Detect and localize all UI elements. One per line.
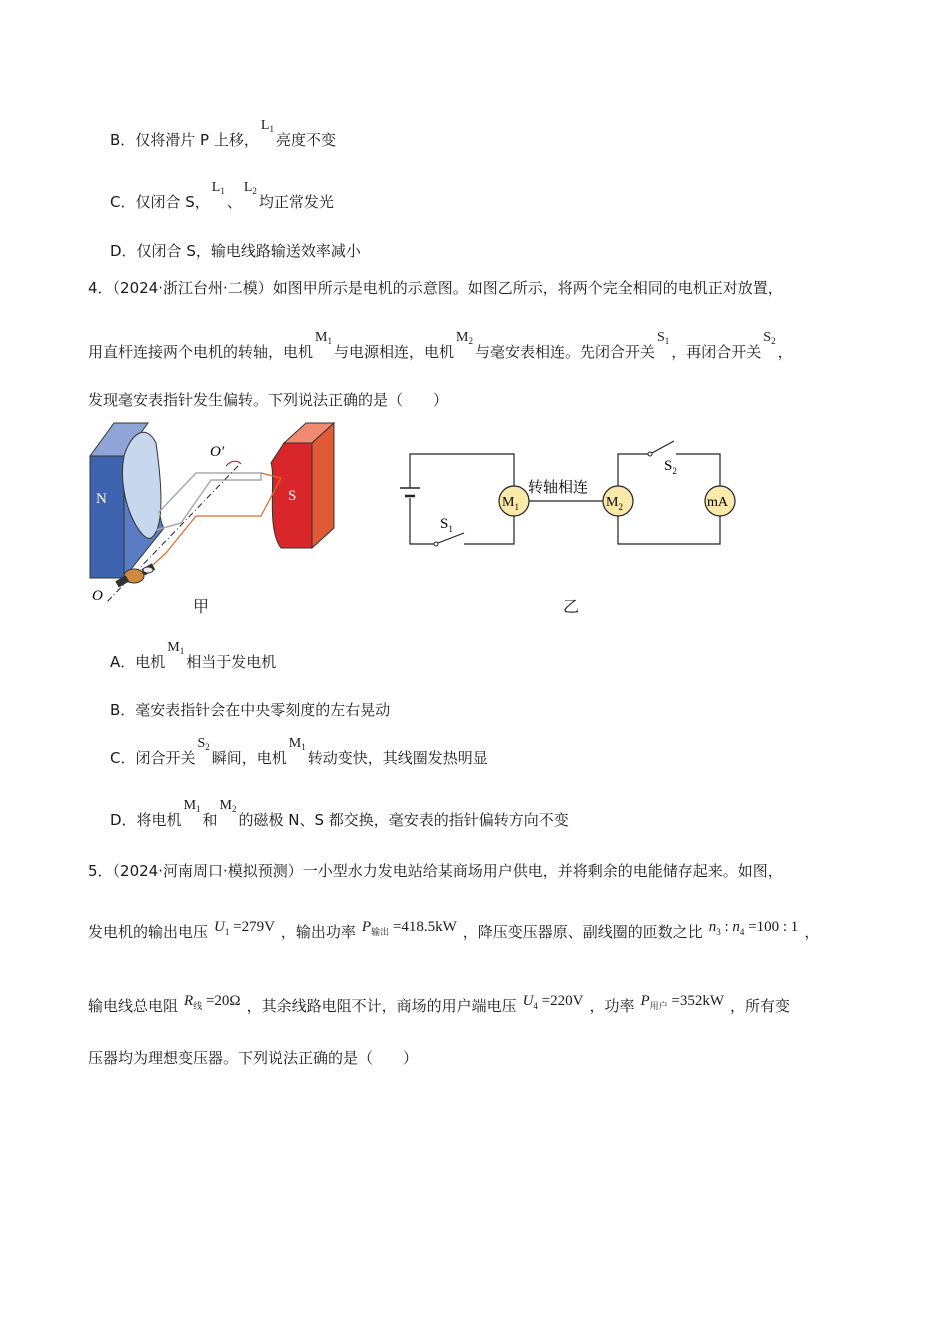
equation-p-user: $P_{用户} =352kW$ — [640, 993, 725, 1011]
milliammeter-label: mA — [707, 495, 728, 510]
question-5-line4: 压器均为理想变压器。下列说法正确的是（ ） — [88, 1049, 419, 1067]
symbol-m2: $M_2$ — [219, 798, 237, 814]
option-3b: B．仅将滑片 P 上移，$L_1$亮度不变 — [110, 118, 336, 149]
option-3d: D．仅闭合 S，输电线路输送效率减小 — [110, 242, 361, 260]
magnet-s-label: S — [288, 488, 297, 504]
figure-jia-motor — [86, 418, 346, 618]
switch-s1-label: $S_1$ — [440, 516, 453, 534]
symbol-m2: $M_2$ — [455, 330, 473, 346]
figure-jia-caption: 甲 — [193, 597, 210, 616]
motor-m2-label: $M_2$ — [606, 495, 623, 512]
option-4d: D．将电机$M_1$和$M_2$的磁极 N、S 都交换，毫安表的指针偏转方向不变 — [110, 798, 569, 829]
symbol-s1: $S_1$ — [656, 330, 670, 346]
option-4b: B．毫安表指针会在中央零刻度的左右晃动 — [110, 701, 391, 719]
symbol-s2: $S_2$ — [197, 736, 210, 752]
symbol-m1: $M_1$ — [288, 736, 306, 752]
question-4-line3: 发现毫安表指针发生偏转。下列说法正确的是（ ） — [88, 391, 449, 409]
axis-o-label: O — [92, 588, 103, 604]
axis-o-prime-label: O′ — [210, 444, 225, 460]
figure-yi-caption: 乙 — [563, 597, 580, 616]
switch-s2-label: $S_2$ — [664, 458, 677, 476]
magnet-n-label: N — [96, 491, 107, 507]
symbol-m1: $M_1$ — [315, 330, 332, 346]
figure-yi-circuit — [398, 436, 748, 551]
symbol-l2: $L_2$ — [243, 180, 257, 196]
option-4a: A．电机$M_1$相当于发电机 — [110, 640, 277, 671]
question-4-line2: 用直杆连接两个电机的转轴，电机$M_1$与电源相连，电机$M_2$与毫安表相连。先闭合开关$S_1$，再闭合开关$S_2$， — [88, 330, 793, 361]
option-3c: C．仅闭合 S，$L_1$、$L_2$均正常发光 — [110, 180, 334, 211]
shaft-label: 转轴相连 — [528, 478, 589, 496]
question-5-line2: 发电机的输出电压 $U_1 =279V$ ，输出功率 $P_{输出} =418.5kW$ ，降压变压器原、副线圈的匝数之比 $n_3$ : $n_4 =100$ : 1 ， — [88, 919, 820, 941]
equation-p-output: $P_{输出} =418.5kW$ — [361, 919, 457, 937]
symbol-m1: $M_1$ — [183, 798, 201, 814]
option-4c: C．闭合开关$S_2$瞬间，电机$M_1$转动变快，其线圈发热明显 — [110, 736, 488, 767]
motor-m1-label: $M_1$ — [502, 495, 519, 512]
equation-turns-ratio: $n_3$ : $n_4 =100$ : 1 — [708, 919, 799, 937]
question-5-line1: 5．（2024·河南周口·模拟预测）一小型水力发电站给某商场用户供电，并将剩余的电能储存起来。如图， — [88, 862, 783, 880]
question-4-line1: 4．（2024·浙江台州·二模）如图甲所示是电机的示意图。如图乙所示，将两个完全相同的电机正对放置， — [88, 279, 783, 297]
symbol-s2: $S_2$ — [763, 330, 776, 346]
equation-r-line: $R_线 =20\Omega$ — [184, 993, 241, 1011]
symbol-l1: $L_1$ — [260, 118, 274, 134]
symbol-l1: $L_1$ — [211, 180, 225, 196]
equation-u1: $U_1 =279V$ — [214, 919, 275, 937]
equation-u4: $U_4 =220V$ — [522, 993, 584, 1011]
symbol-m1: $M_1$ — [167, 640, 185, 656]
question-5-line3: 输电线总电阻 $R_线 =20\Omega$ ，其余线路电阻不计，商场的用户端电压 $U_4 =220V$ ，功率 $P_{用户} =352kW$ ，所有变 — [88, 993, 791, 1015]
